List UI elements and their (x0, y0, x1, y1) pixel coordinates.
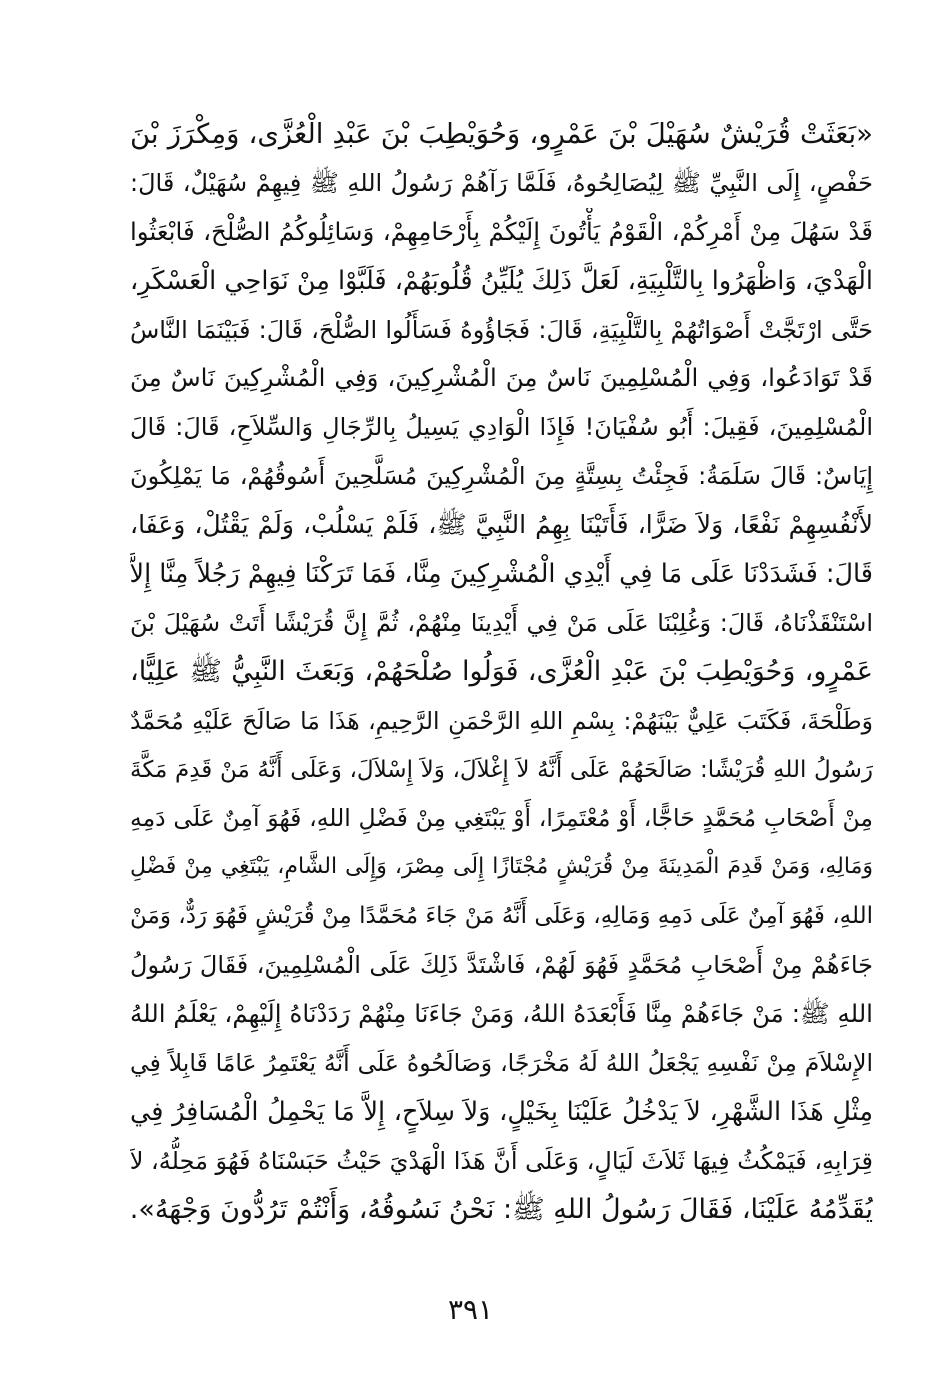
page-number: ٣٩١ (447, 1293, 494, 1326)
main-text (130, 110, 873, 1234)
text-line: عَمْرٍو، وَحُوَيْطِبَ بْنَ عَبْدِ الْعُزَّى، فَوَلُوا صُلْحَهُمْ، وَبَعَثَ النَّبِيُّ ﷺ عَلِيًّا، (130, 655, 873, 687)
text-line: الإِسْلاَمَ مِنْ نَفْسِهِ يَجْعَلُ اللهُ لَهُ مَخْرَجًا، وَصَالَحُوهُ عَلَى أَنَّهُ يَعْتَمِرُ عَامًا قَابِلاً فِي (130, 1048, 873, 1077)
text-line: اسْتَنْقَذْنَاهُ، قَالَ: وَغُلِبْنَا عَلَى مَنْ فِي أَيْدِينَا مِنْهُمْ، ثُمَّ إِنَّ قُرَيْشًا أَتَتْ سُهَيْلَ بْنَ (130, 608, 873, 637)
text-line: حَفْصٍ، إِلَى النَّبِيِّ ﷺ لِيُصَالِحُوهُ، فَلَمَّا رَآهُمْ رَسُولُ اللهِ ﷺ فِيهِمْ سُهَيْلٌ، قَالَ: (130, 168, 873, 197)
text-line: اللهِ ﷺ: مَنْ جَاءَهُمْ مِنَّا فَأَبْعَدَهُ اللهُ، وَمَنْ جَاءَنَا مِنْهُمْ رَدَدْنَاهُ إِلَيْهِمْ، يَعْلَمُ اللهُ (130, 999, 873, 1029)
text-line: قَالَ: فَشَدَدْنَا عَلَى مَا فِي أَيْدِي الْمُشْرِكِينَ مِنَّا، فَمَا تَرَكْنَا فِيهِمْ رَجُلاً مِنَّا إِلاَّ (130, 559, 873, 590)
text-line: قَدْ تَوَادَعُوا، وَفِي الْمُسْلِمِينَ نَاسٌ مِنَ الْمُشْرِكِينَ، وَفِي الْمُشْرِكِينَ نَاسٌ مِنَ (130, 363, 873, 393)
text-line: مِثْلِ هَذَا الشَّهْرِ، لاَ يَدْخُلُ عَلَيْنَا بِخَيْلٍ، وَلاَ سِلاَحٍ، إِلاَّ مَا يَحْمِلُ الْمُسَافِرُ فِي (130, 1096, 873, 1127)
text-line: اللهِ، فَهُوَ آمِنٌ عَلَى دَمِهِ وَمَالِهِ، وَعَلَى أَنَّهُ مَنْ جَاءَ مُحَمَّدًا مِنْ قُرَيْشٍ فَهُوَ رَدٌّ، وَمَنْ (130, 903, 873, 930)
text-line: جَاءَهُمْ مِنْ أَصْحَابِ مُحَمَّدٍ فَهُوَ لَهُمْ، فَاشْتَدَّ ذَلِكَ عَلَى الْمُسْلِمِينَ، فَقَالَ رَسُولُ (130, 951, 873, 980)
text-line-last: يُقَدِّمُهُ عَلَيْنَا، فَقَالَ رَسُولُ اللهِ ﷺ: نَحْنُ نَسُوقُهُ، وَأَنْتُمْ تَرُدُّونَ وَجْهَهُ». (130, 1193, 873, 1225)
text-line: الْهَدْيَ، وَاظْهَرُوا بِالتَّلْبِيَةِ، لَعَلَّ ذَلِكَ يُلَيِّنُ قُلُوبَهُمْ، فَلَبَّوْا مِنْ نَوَاحِي الْعَسْكَرِ، (130, 265, 873, 296)
text-line: وَمَالِهِ، وَمَنْ قَدِمَ الْمَدِينَةَ مِنْ قُرَيْشٍ مُجْتَازًا إِلَى مِصْرَ، وَإِلَى الشَّامِ، يَبْتَغِي مِنْ فَضْلِ (130, 854, 873, 880)
text-line: لأَنْفُسِهِمْ نَفْعًا، وَلاَ ضَرًّا، فَأَتَيْنَا بِهِمُ النَّبِيَّ ﷺ، فَلَمْ يَسْلُبْ، وَلَمْ يَقْتُلْ، وَعَفَا، (130, 510, 873, 540)
text-line: مِنْ أَصْحَابِ مُحَمَّدٍ حَاجًّا، أَوْ مُعْتَمِرًا، أَوْ يَبْتَغِي مِنْ فَضْلِ اللهِ، فَهُوَ آمِنٌ عَلَى دَمِهِ (130, 804, 873, 833)
text-line: وَطَلْحَةَ، فَكَتَبَ عَلِيٌّ بَيْنَهُمْ: بِسْمِ اللهِ الرَّحْمَنِ الرَّحِيمِ، هَذَا مَا صَالَحَ عَلَيْهِ مُحَمَّدٌ (130, 706, 873, 735)
text-line: «بَعَثَتْ قُرَيْشٌ سُهَيْلَ بْنَ عَمْرٍو، وَحُوَيْطِبَ بْنَ عَبْدِ الْعُزَّى، وَمِكْرَزَ بْنَ (130, 118, 873, 150)
text-line: إِيَاسٌ: قَالَ سَلَمَةُ: فَجِئْتُ بِسِتَّةٍ مِنَ الْمُشْرِكِينَ مُسَلَّحِينَ أَسُوقُهُمْ، مَا يَمْلِكُونَ (130, 462, 873, 491)
text-line: قِرَابِهِ، فَيَمْكُثُ فِيهَا ثَلاَثَ لَيَالٍ، وَعَلَى أَنَّ هَذَا الْهَدْيَ حَيْثُ حَبَسْنَاهُ فَهُوَ مَحِلُّهُ، لاَ (130, 1146, 873, 1175)
text-line: رَسُولُ اللهِ قُرَيْشًا: صَالَحَهُمْ عَلَى أَنَّهُ لاَ إِغْلاَلَ، وَلاَ إِسْلاَلَ، وَعَلَى أَنَّهُ مَنْ قَدِمَ مَكَّةَ (130, 756, 873, 783)
text-line: الْمُسْلِمِينَ، فَقِيلَ: أَبُو سُفْيَانَ! فَإِذَا الْوَادِي يَسِيلُ بِالرِّجَالِ وَالسِّلاَحِ، قَالَ: قَالَ (130, 413, 873, 442)
text-line: قَدْ سَهُلَ مِنْ أَمْرِكُمْ، الْقَوْمُ يَأْتُونَ إِلَيْكُمْ بِأَرْحَامِهِمْ، وَسَائِلُوكُمُ الصُّلْحَ، فَابْعَثُوا (130, 216, 873, 246)
text-line: حَتَّى ارْتَجَّتْ أَصْوَاتُهُمْ بِالتَّلْبِيَةِ، قَالَ: فَجَاؤُوهُ فَسَأَلُوا الصُّلْحَ، قَالَ: فَبَيْنَمَا النَّاسُ (130, 315, 873, 344)
